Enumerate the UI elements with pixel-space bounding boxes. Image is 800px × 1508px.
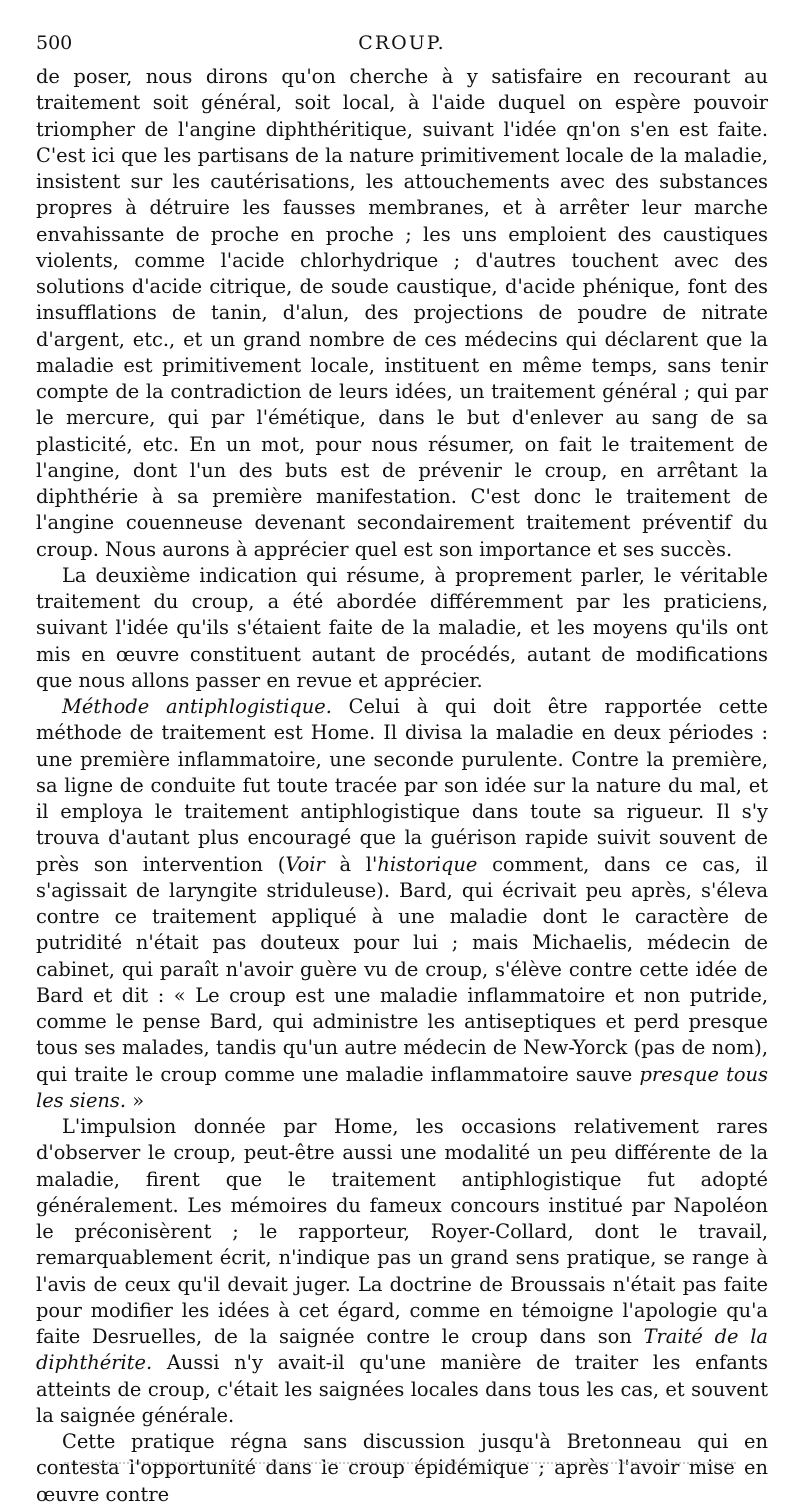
paragraph-text: de poser, nous dirons qu'on cherche à y satisfaire en recourant au traitement soit général, soit local, à l'aide duquel on espère pouvoir triompher de l'angine diphthéritique, suivant l'idée qn'on s'en est faite. C'est ici que les partisans de la nature primitivement locale de la maladie, insistent sur les cautérisations, les attouchements avec des substances propres à détruire les fausses membranes, et à arrêter leur marche envahissante de proche en proche ; les uns emploient des caustiques violents, comme l'acide chlorhydrique ; d'autres touchent avec des solutions d'acide citrique, de soude caustique, d'acide phénique, font des insufflations de tanin, d'alun, des projections de poudre de nitrate d'argent, etc., et un grand nombre de ces médecins qui déclarent que la maladie est primitivement locale, instituent en même temps, sans tenir compte de la contradiction de leurs idées, un traitement général ; qui par le mercure, qui par l'émétique, dans le but d'enlever au sang de sa plasticité, etc. En un mot, pour nous résumer, on fait le traitement de l'angine, dont l'un des buts est de prévenir le croup, en arrêtant la diphthérie à sa première manifestation. C'est donc le traitement de l'angine couenneuse devenant secondairement traitement préventif du croup. Nous aurons à apprécier quel est son importance et ses succès.: [36, 65, 768, 561]
paragraph-italic: Traité de la diphthérite.: [36, 1325, 768, 1375]
paragraph-2: [36, 563, 768, 694]
paragraph-4: [36, 1114, 768, 1429]
paragraph-3: [36, 694, 768, 1114]
paragraph-italic: presque tous les siens.: [36, 1062, 768, 1112]
paragraph-1: [36, 64, 768, 563]
paragraph-italic: historique: [377, 852, 478, 876]
paragraph-italic: Voir: [285, 852, 325, 876]
paragraph-5: [36, 1429, 768, 1508]
paragraph-text: Aussi n'y avait-il qu'une manière de traiter les enfants atteints de croup, c'était les saignées locales dans tous les cas, et souvent la saignée générale.: [36, 1351, 768, 1427]
scan-artifact-line: [64, 1462, 736, 1466]
paragraph-text: à l': [324, 852, 378, 876]
paragraph-text: La deuxième indication qui résume, à proprement parler, le véritable traitement du croup, a été abordée différemment par les praticiens, suivant l'idée qu'ils s'étaient faite de la maladie, et les moyens qu'ils ont mis en œuvre constituent autant de procédés, autant de modifications que nous allons passer en revue et apprécier.: [36, 563, 768, 692]
paragraph-text: L'impulsion donnée par Home, les occasions relativement rares d'observer le croup, peut-être aussi une modalité un peu différente de la maladie, firent que le traitement antiphlogistique fut adopté généralement. Les mémoires du fameux concours institué par Napoléon le préconisèrent ; le rapporteur, Royer-Collard, dont le travail, remarquablement écrit, n'indique pas un grand sens pratique, se range à l'avis de ceux qu'il devait juger. La doctrine de Broussais n'était pas faite pour modifier les idées à cet égard, comme en témoigne l'apologie qu'a faite Desruelles, de la saignée contre le croup dans son: [36, 1115, 768, 1348]
paragraph-text: Cette pratique régna sans discussion jusqu'à Bretonneau qui en contesta l'opportunité dans le croup épidémique ; après l'avoir mise en œuvre contre: [36, 1430, 768, 1506]
paragraph-text: Celui à qui doit être rapportée cette méthode de traitement est Home. Il divisa la maladie en deux périodes : une première inflammatoire, une seconde purulente. Contre la première, sa ligne de conduite fut toute tracée par son idée sur la nature du mal, et il employa le traitement antiphlogistique dans toute sa rigueur. Il s'y trouva d'autant plus encouragé que la guérison rapide suivit souvent de près son intervention (: [36, 695, 768, 876]
page-number: 500: [36, 32, 73, 54]
body-text: [36, 64, 768, 1508]
paragraph-text: comment, dans ce cas, il s'agissait de laryngite striduleuse). Bard, qui écrivait peu après, s'éleva contre ce traitement appliqué à une maladie dont le caractère de putridité n'était pas douteux pour lui ; mais Michaelis, médecin de cabinet, qui paraît n'avoir guère vu de croup, s'élève contre cette idée de Bard et dit : « Le croup est une maladie inflammatoire et non putride, comme le pense Bard, qui administre les antiseptiques et perd presque tous ses malades, tandis qu'un autre médecin de New-Yorck (pas de nom), qui traite le croup comme une maladie inflammatoire sauve: [36, 852, 768, 1086]
paragraph-text: »: [126, 1088, 145, 1112]
section-lead: Méthode antiphlogistique.: [62, 695, 332, 718]
book-page: [36, 28, 768, 1508]
running-title: CROUP.: [358, 32, 446, 54]
running-head: [36, 28, 768, 58]
